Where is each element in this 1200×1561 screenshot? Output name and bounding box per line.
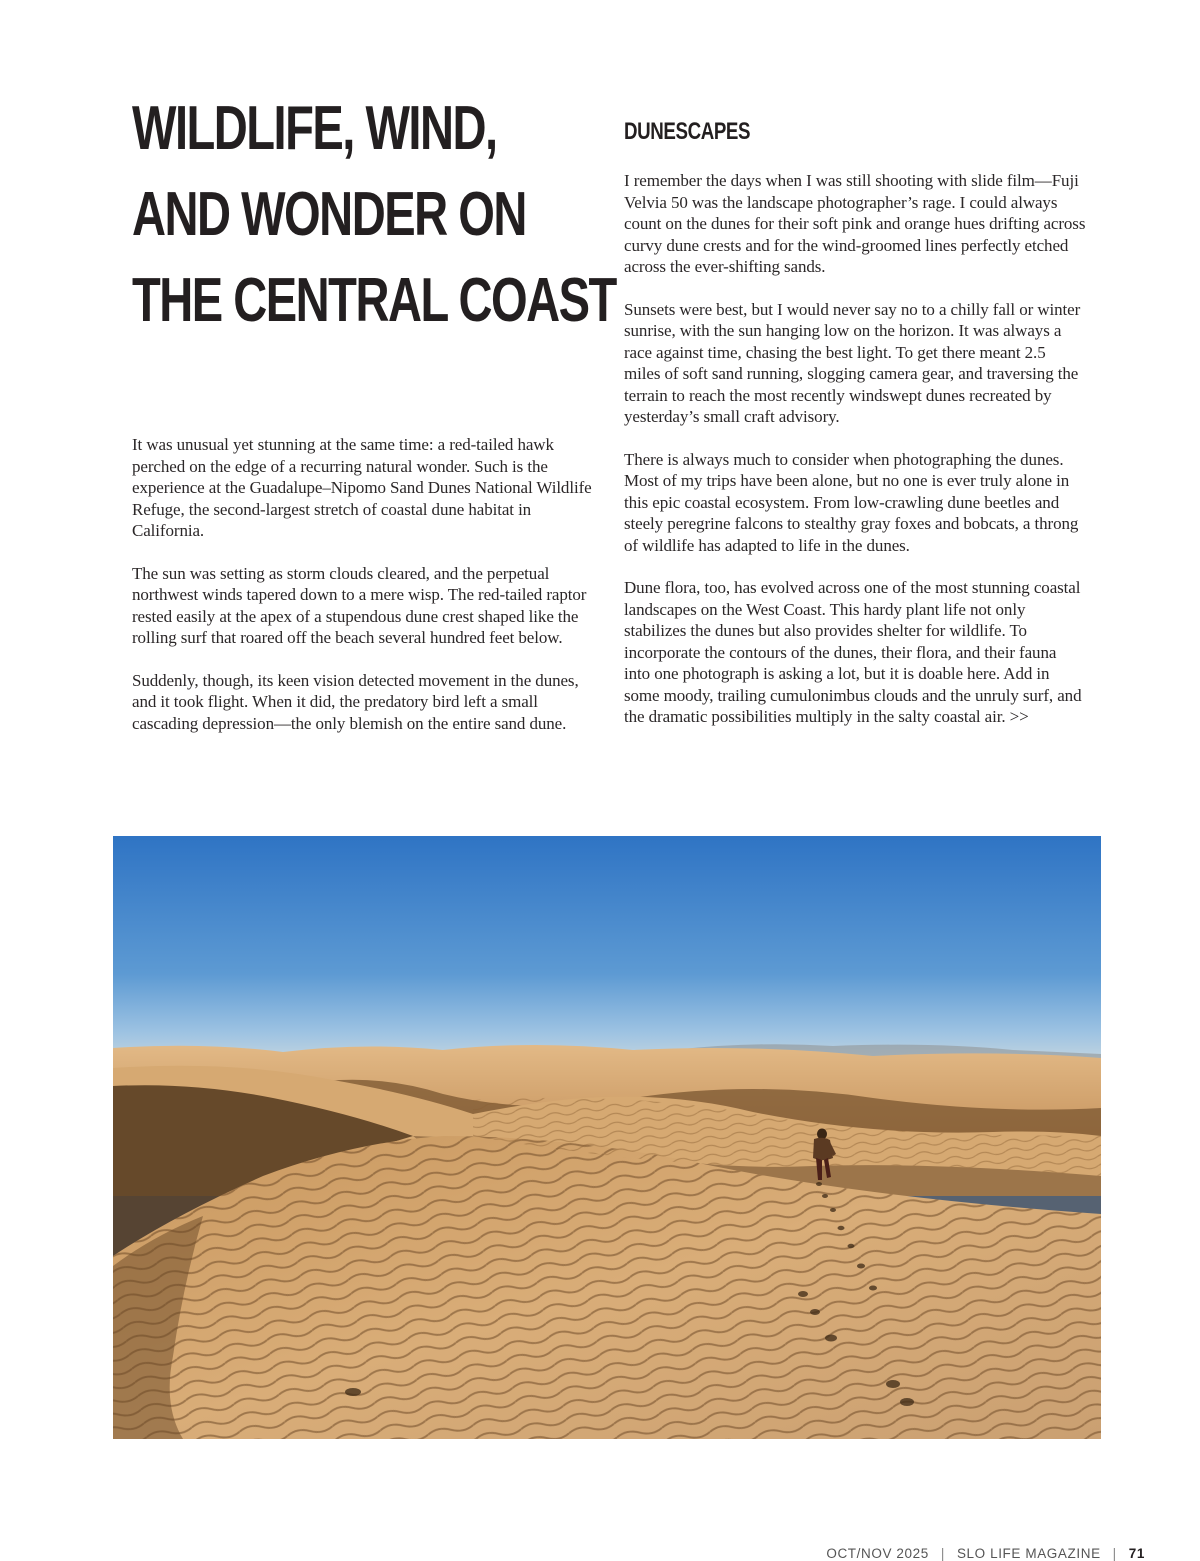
- intro-paragraph-3: Suddenly, though, its keen vision detected movement in the dunes, and it took flight. When it did, the predatory bird left a small cascading depression—the only blemish on the entire sand dune.: [132, 670, 579, 733]
- section-paragraph-1: I remember the days when I was still shooting with slide film—Fuji Velvia 50 was the landscape photographer’s rage. I could always count on the dunes for their soft pink and orange hues drifting across curvy dune crests and for the wind-groomed lines perfectly etched across the ever-shifting sands.: [624, 171, 1086, 276]
- headline-line-2: AND WONDER ON: [132, 180, 526, 249]
- headline-line-1: WILDLIFE, WIND,: [132, 94, 497, 163]
- sky: [113, 836, 1101, 1066]
- dunescapes-column: [624, 116, 1086, 749]
- intro-paragraph-2: The sun was setting as storm clouds cleared, and the perpetual northwest winds tapered down to a mere wisp. The red-tailed raptor rested easily at the apex of a stupendous dune crest shaped like the rolling surf that roared off the beach several hundred feet below.: [132, 563, 587, 647]
- intro-paragraph-1: It was unusual yet stunning at the same time: a red-tailed hawk perched on the edge of a recurring natural wonder. Such is the experience at the Guadalupe–Nipomo Sand Dunes National Wildlife Refuge, the second-largest stretch of coastal dune habitat in California.: [132, 435, 592, 540]
- headline-line-3: THE CENTRAL COAST: [132, 266, 616, 335]
- footer-publication: SLO LIFE MAGAZINE: [956, 1546, 1101, 1561]
- intro-column: [132, 434, 592, 755]
- section-paragraph-2: Sunsets were best, but I would never say no to a chilly fall or winter sunrise, with the sun hanging low on the horizon. It was always a race against time, chasing the best light. To get there meant 2.5 miles of soft sand running, slogging camera gear, and traversing the terrain to reach the most recently windswept dunes recreated by yesterday’s small craft advisory.: [624, 299, 1081, 426]
- article-headline: [132, 86, 616, 344]
- footer-separator-2: |: [1112, 1546, 1117, 1561]
- section-paragraph-4: Dune flora, too, has evolved across one of the most stunning coastal landscapes on the West Coast. This hardy plant life not only stabilizes the dunes but also provides shelter for wildlife. To incorporate the contours of the dunes, their flora, and their fauna into one photograph is asking a lot, but it is doable here. Add in some moody, trailing cumulonimbus clouds and the unruly surf, and the dramatic possibilities multiply in the salty coastal air. >>: [624, 578, 1082, 726]
- section-heading: DUNESCAPES: [624, 118, 751, 145]
- footer-issue: OCT/NOV 2025: [826, 1546, 929, 1561]
- section-paragraph-3: There is always much to consider when photographing the dunes. Most of my trips have been alone, but no one is ever truly alone in this epic coastal ecosystem. From low-crawling dune beetles and steely peregrine falcons to stealthy gray foxes and bobcats, a throng of wildlife has adapted to life in the dunes.: [624, 449, 1079, 555]
- page-number: 71: [1128, 1546, 1145, 1561]
- footer-separator: |: [940, 1546, 945, 1561]
- dune-landscape-photo: [113, 836, 1101, 1439]
- page-footer: [826, 1546, 1145, 1561]
